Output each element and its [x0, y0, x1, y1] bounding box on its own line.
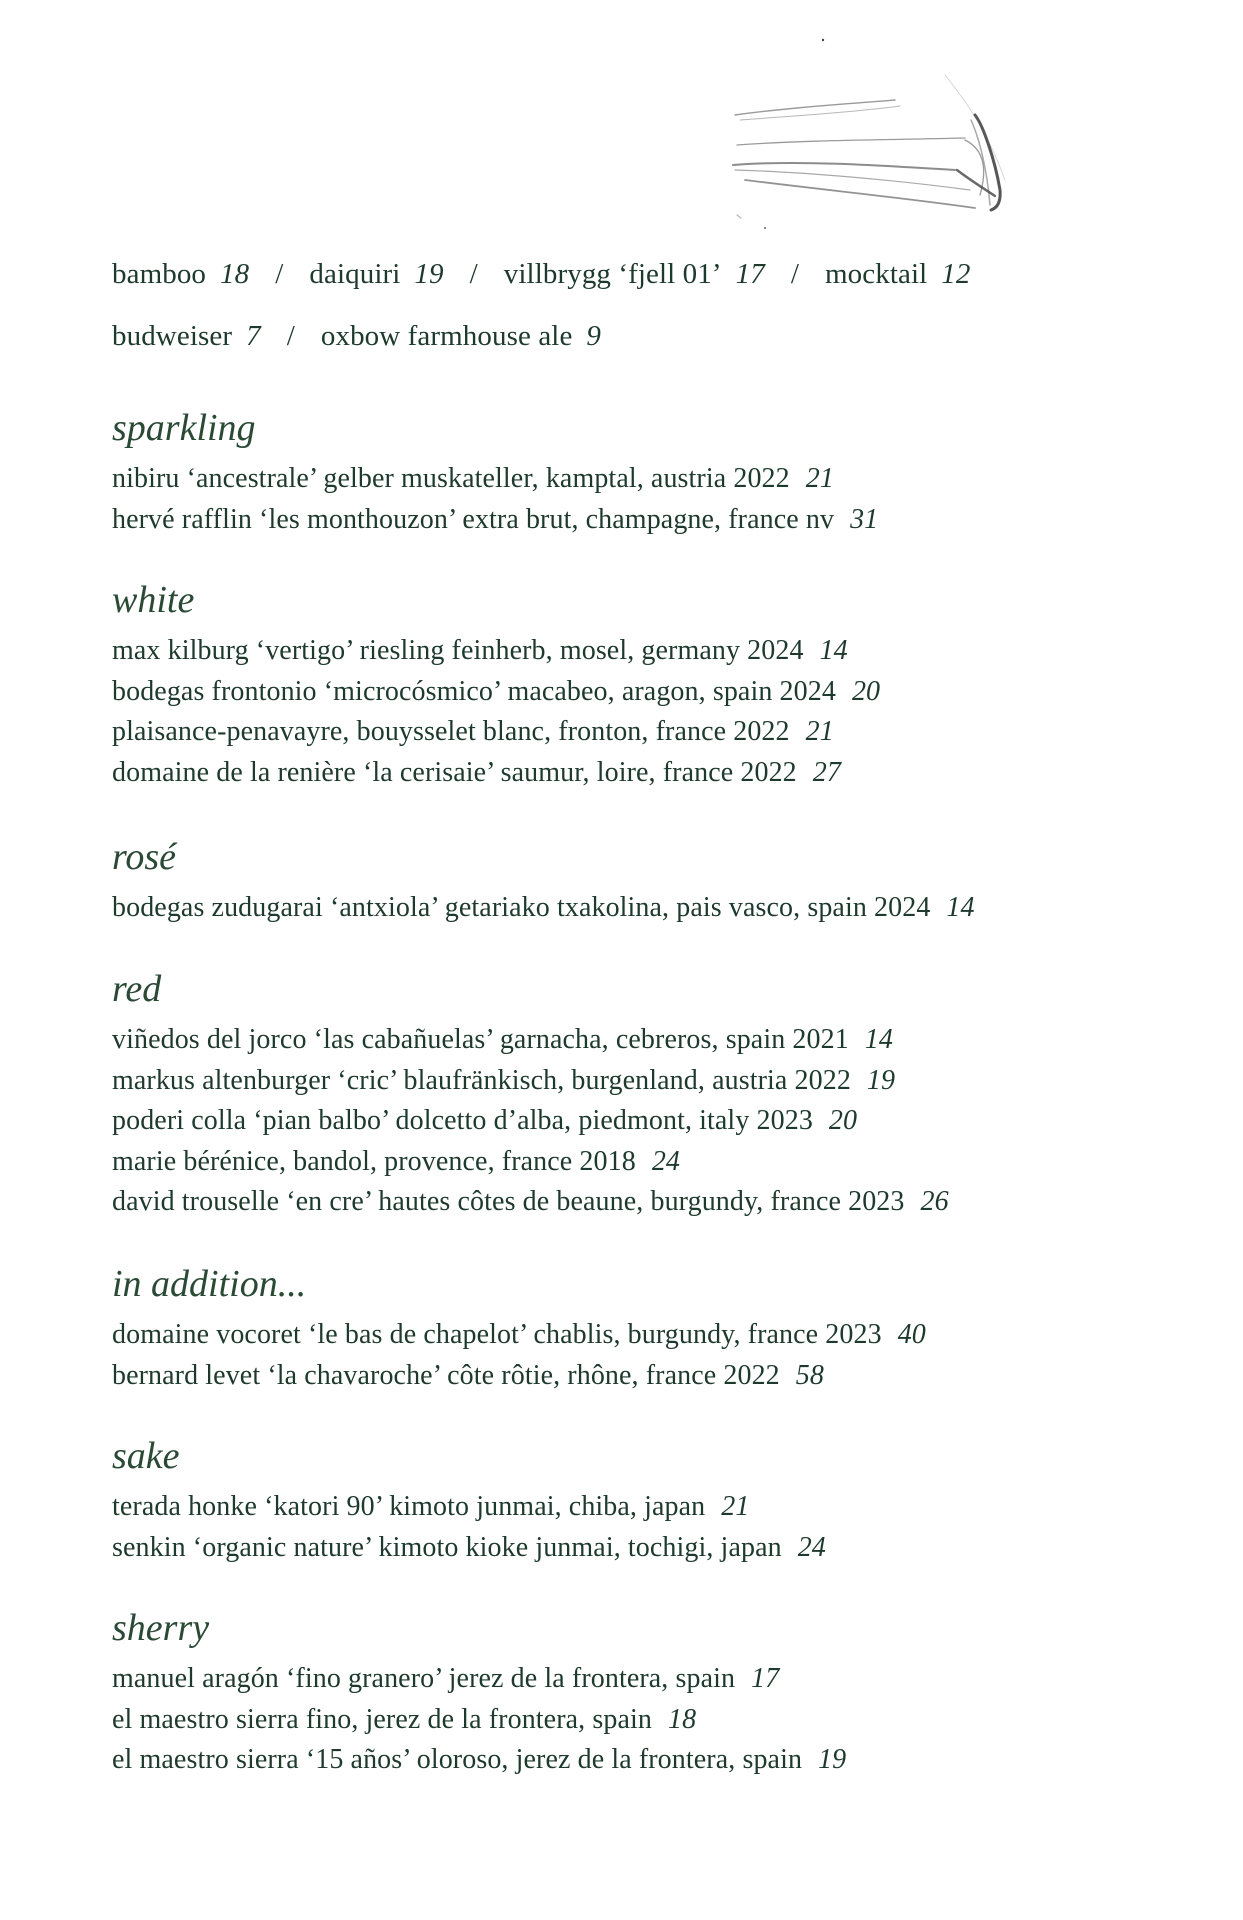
wine-price: 21: [805, 716, 834, 747]
wine-item: [112, 500, 878, 541]
wine-item: [112, 753, 880, 794]
wine-name: bodegas frontonio ‘microcósmico’ macabeo, aragon, spain 2024: [112, 675, 836, 707]
wine-item: [112, 1487, 826, 1528]
wine-name: el maestro sierra ‘15 años’ oloroso, jerez de la frontera, spain: [112, 1744, 803, 1775]
separator: /: [286, 320, 295, 352]
wine-item: [112, 672, 880, 713]
separator: /: [469, 258, 478, 290]
wine-item: [112, 459, 878, 500]
wine-price: 24: [797, 1531, 826, 1563]
wine-name: hervé rafflin ‘les monthouzon’ extra brut, champagne, france nv: [112, 503, 835, 535]
wine-price: 31: [850, 503, 879, 535]
separator: /: [275, 258, 284, 290]
wine-item: [112, 1740, 846, 1781]
wine-price: 20: [828, 1105, 858, 1136]
wine-item: [112, 712, 880, 753]
wine-price: 24: [651, 1145, 681, 1177]
drink-name: mocktail: [825, 258, 928, 290]
drink-price: 9: [586, 320, 602, 352]
wine-price: 19: [866, 1064, 896, 1096]
wine-price: 21: [805, 463, 834, 494]
pencil-sketch-illustration: [725, 20, 1045, 240]
wine-price: 14: [819, 635, 848, 666]
wine-item: [112, 1659, 846, 1700]
drink-price: 12: [941, 258, 971, 290]
wine-price: 58: [795, 1359, 824, 1391]
section-title: sparkling: [112, 407, 256, 449]
wine-price: 26: [920, 1186, 949, 1217]
section-in-addition: [112, 1264, 926, 1396]
wine-price: 19: [818, 1744, 847, 1775]
wine-price: 17: [751, 1663, 780, 1694]
wine-item: [112, 1356, 926, 1397]
drink-name: oxbow farmhouse ale: [320, 320, 573, 352]
wine-price: 40: [897, 1319, 926, 1350]
drink-price: 17: [735, 258, 765, 290]
wine-name: el maestro sierra fino, jerez de la frontera, spain: [112, 1703, 652, 1735]
wine-name: domaine vocoret ‘le bas de chapelot’ chablis, burgundy, france 2023: [112, 1319, 882, 1350]
section-red: [112, 969, 949, 1223]
wine-price: 18: [667, 1703, 697, 1735]
section-rose: [112, 837, 975, 929]
section-sake: [112, 1436, 826, 1568]
section-title: rosé: [112, 836, 177, 878]
wine-name: markus altenburger ‘cric’ blaufränkisch, burgenland, austria 2022: [112, 1064, 851, 1096]
drink-name: daiquiri: [309, 258, 401, 290]
wine-item: [112, 1315, 926, 1356]
wine-item: [112, 1020, 949, 1061]
drink-price: 18: [220, 258, 250, 290]
wine-price: 14: [946, 892, 975, 923]
wine-name: bernard levet ‘la chavaroche’ côte rôtie, rhône, france 2022: [112, 1359, 780, 1391]
cocktails-row: [112, 258, 971, 291]
beer-row: [112, 320, 601, 353]
wine-name: domaine de la renière ‘la cerisaie’ saumur, loire, france 2022: [112, 756, 797, 788]
section-title: sake: [112, 1435, 180, 1477]
wine-item: [112, 1061, 949, 1102]
separator: /: [790, 258, 800, 290]
wine-price: 20: [851, 675, 881, 707]
wine-item: [112, 631, 880, 672]
section-sherry: [112, 1608, 846, 1781]
section-title: red: [112, 968, 162, 1010]
section-title: in addition...: [112, 1263, 307, 1305]
wine-price: 14: [864, 1024, 893, 1055]
wine-name: plaisance-penavayre, bouysselet blanc, fronton, france 2022: [112, 716, 790, 747]
wine-name: max kilburg ‘vertigo’ riesling feinherb, mosel, germany 2024: [112, 635, 804, 666]
drink-price: 7: [246, 320, 261, 352]
section-white: [112, 580, 880, 793]
drink-price: 19: [414, 258, 444, 290]
wine-name: nibiru ‘ancestrale’ gelber muskateller, kamptal, austria 2022: [112, 463, 790, 494]
wine-item: [112, 1182, 949, 1223]
wine-price: 27: [812, 756, 841, 788]
wine-item: [112, 888, 975, 929]
wine-item: [112, 1101, 949, 1142]
wine-name: terada honke ‘katori 90’ kimoto junmai, chiba, japan: [112, 1491, 706, 1522]
wine-item: [112, 1528, 826, 1569]
section-sparkling: [112, 408, 878, 540]
section-title: white: [112, 579, 195, 621]
wine-name: manuel aragón ‘fino granero’ jerez de la frontera, spain: [112, 1663, 736, 1694]
wine-name: senkin ‘organic nature’ kimoto kioke junmai, tochigi, japan: [112, 1531, 782, 1563]
wine-name: marie bérénice, bandol, provence, france 2018: [112, 1145, 636, 1177]
wine-name: bodegas zudugarai ‘antxiola’ getariako txakolina, pais vasco, spain 2024: [112, 892, 931, 923]
section-title: sherry: [112, 1607, 210, 1649]
wine-item: [112, 1142, 949, 1183]
wine-name: poderi colla ‘pian balbo’ dolcetto d’alba, piedmont, italy 2023: [112, 1105, 813, 1136]
wine-name: viñedos del jorco ‘las cabañuelas’ garnacha, cebreros, spain 2021: [112, 1024, 849, 1055]
drink-name: bamboo: [112, 258, 207, 290]
drink-name: villbrygg ‘fjell 01’: [503, 258, 722, 290]
wine-item: [112, 1700, 846, 1741]
wine-price: 21: [721, 1491, 750, 1522]
wine-name: david trouselle ‘en cre’ hautes côtes de beaune, burgundy, france 2023: [112, 1186, 905, 1217]
drink-name: budweiser: [112, 320, 233, 352]
